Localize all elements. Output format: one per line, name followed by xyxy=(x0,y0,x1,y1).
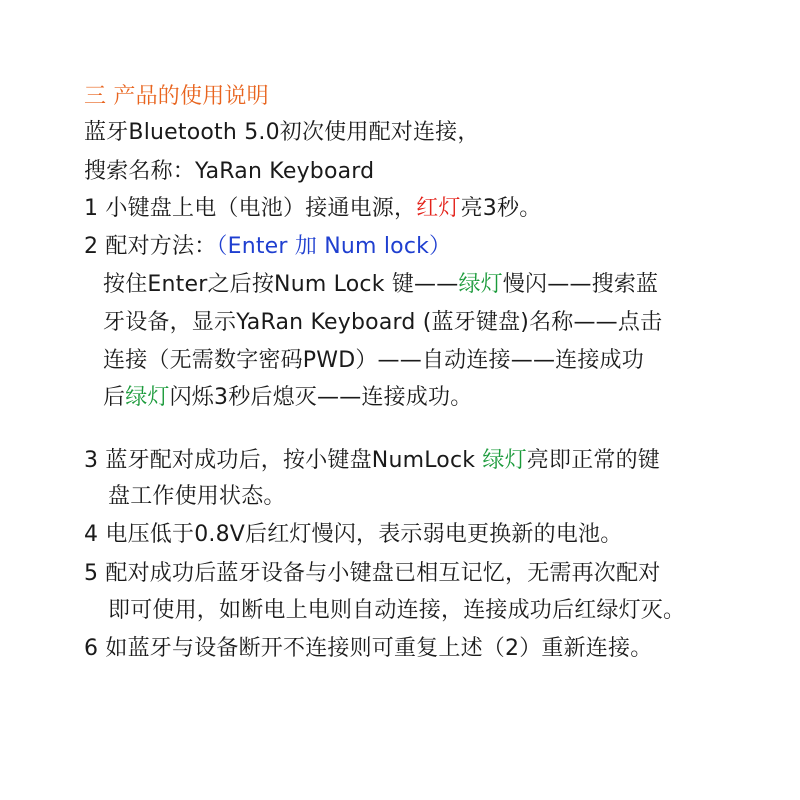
step-2-line-4-a: 后 xyxy=(103,385,126,410)
step-1 xyxy=(84,194,541,224)
step-2-line-2: 牙设备，显示YaRan Keyboard (蓝牙键盘)名称——点击 xyxy=(103,310,663,335)
step-2-line-4-b: 闪烁3秒后熄灭——连接成功。 xyxy=(169,385,473,410)
intro-line-2: 搜索名称：YaRan Keyboard xyxy=(84,159,375,184)
step-4: 4 电压低于0.8V后红灯慢闪，表示弱电更换新的电池。 xyxy=(84,522,623,547)
step-2-line-1 xyxy=(103,270,658,300)
step-2 xyxy=(84,232,451,262)
step-2-line-1-a: 按住Enter之后按Num Lock 键—— xyxy=(103,272,459,297)
step-2-text: 2 配对方法： xyxy=(84,234,217,259)
step-2-line-4 xyxy=(103,383,472,413)
step-3-suffix: 亮即正常的键 xyxy=(526,448,660,473)
key-combo-label: （Enter 加 Num lock） xyxy=(216,234,452,259)
step-2-line-1-b: 慢闪——搜索蓝 xyxy=(502,272,659,297)
step-1-suffix: 亮3秒。 xyxy=(460,196,542,221)
step-3-text: 3 蓝牙配对成功后，按小键盘NumLock xyxy=(84,448,483,473)
step-5-line-1: 5 配对成功后蓝牙设备与小键盘已相互记忆，无需再次配对 xyxy=(84,561,661,586)
step-6: 6 如蓝牙与设备断开不连接则可重复上述（2）重新连接。 xyxy=(84,636,653,661)
green-light-label: 绿灯 xyxy=(482,448,527,473)
section-title: 三 产品的使用说明 xyxy=(84,84,269,109)
green-light-label: 绿灯 xyxy=(458,272,503,297)
green-light-label: 绿灯 xyxy=(125,385,170,410)
step-3-continued: 盘工作使用状态。 xyxy=(108,484,286,509)
step-3 xyxy=(84,446,660,476)
step-1-text: 1 小键盘上电（电池）接通电源， xyxy=(84,196,417,221)
step-5-line-2: 即可使用，如断电上电则自动连接，连接成功后红绿灯灭。 xyxy=(108,598,686,623)
step-2-line-3: 连接（无需数字密码PWD）——自动连接——连接成功 xyxy=(103,348,644,373)
intro-line-1: 蓝牙Bluetooth 5.0初次使用配对连接， xyxy=(84,120,480,145)
red-light-label: 红灯 xyxy=(416,196,461,221)
